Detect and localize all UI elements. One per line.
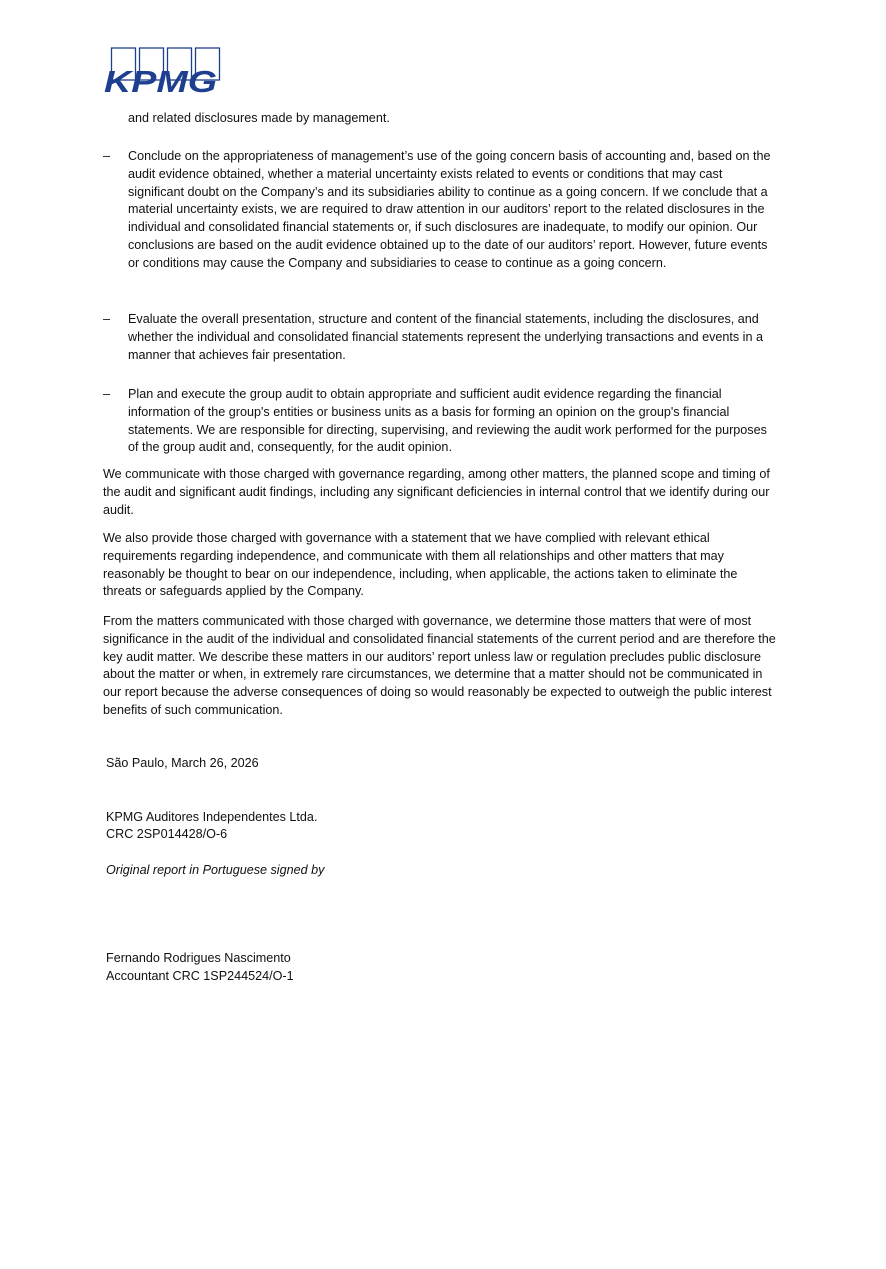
firm-crc: CRC 2SP014428/O-6 (106, 827, 228, 841)
firm-name: KPMG Auditores Independentes Ltda. (106, 810, 318, 824)
bullet-text: Plan and execute the group audit to obtain appropriate and sufficient audit evidence regarding the financial information of the group's entities or business units as a basis for forming an opinion on the group's financial statements. We are responsible for directing, supervising, and reviewing the audit work performed for the purposes of the group audit and, consequently, for the audit opinion. (128, 387, 767, 455)
kpmg-logo (104, 47, 224, 95)
signer-name: Fernando Rodrigues Nascimento (106, 951, 291, 965)
place-date: São Paulo, March 26, 2026 (106, 756, 259, 770)
paragraph-independence-statement: We also provide those charged with governance with a statement that we have complied with relevant ethical requirements regarding independence, and communicate with them all relationships and other matters that may reasonably be thought to bear on our independence, including, when applicable, the actions taken to eliminate the threats or safeguards applied by the Company. (103, 531, 738, 599)
signer-crc: Accountant CRC 1SP244524/O-1 (106, 969, 294, 983)
kpmg-logo-mark (104, 47, 224, 95)
paragraph-governance-communication: We communicate with those charged with governance regarding, among other matters, the planned scope and timing of the audit and significant audit findings, including any significant deficiencies in internal control that we identify during our audit. (103, 467, 770, 517)
bullet-dash: – (103, 387, 111, 401)
paragraph-key-audit-matters: From the matters communicated with those charged with governance, we determine those matters that were of most significance in the audit of the individual and consolidated financial statements of the current period and are therefore the key audit matter. We describe these matters in our auditors’ report unless law or regulation precludes public disclosure about the matter or when, in extremely rare circumstances, we determine that a matter should not be communicated in our report because the adverse consequences of doing so would reasonably be expected to outweigh the public interest benefits of such communication. (103, 614, 776, 717)
logo-wordmark: KPMG (104, 64, 217, 95)
signed-note: Original report in Portuguese signed by (106, 863, 325, 877)
bullet-dash: – (103, 312, 111, 326)
bullet-text: Conclude on the appropriateness of management’s use of the going concern basis of accounting and, based on the audit evidence obtained, whether a material uncertainty exists related to events or conditions that may cast significant doubt on the Company’s and its subsidiaries ability to continue as a going concern. If we conclude that a material uncertainty exists, we are required to draw attention in our auditors’ report to the related disclosures in the individual and consolidated financial statements or, if such disclosures are inadequate, to modify our opinion. Our conclusions are based on the audit evidence obtained up to the date of our auditors’ report. However, future events or conditions may cause the Company and subsidiaries to cease to continue as a going concern. (128, 149, 771, 270)
bullet-dash: – (103, 149, 111, 163)
continuation-text: and related disclosures made by management. (128, 111, 390, 125)
bullet-text: Evaluate the overall presentation, structure and content of the financial statements, including the disclosures, and whether the individual and consolidated financial statements represent the underlying transactions and events in a manner that achieves fair presentation. (128, 312, 763, 362)
